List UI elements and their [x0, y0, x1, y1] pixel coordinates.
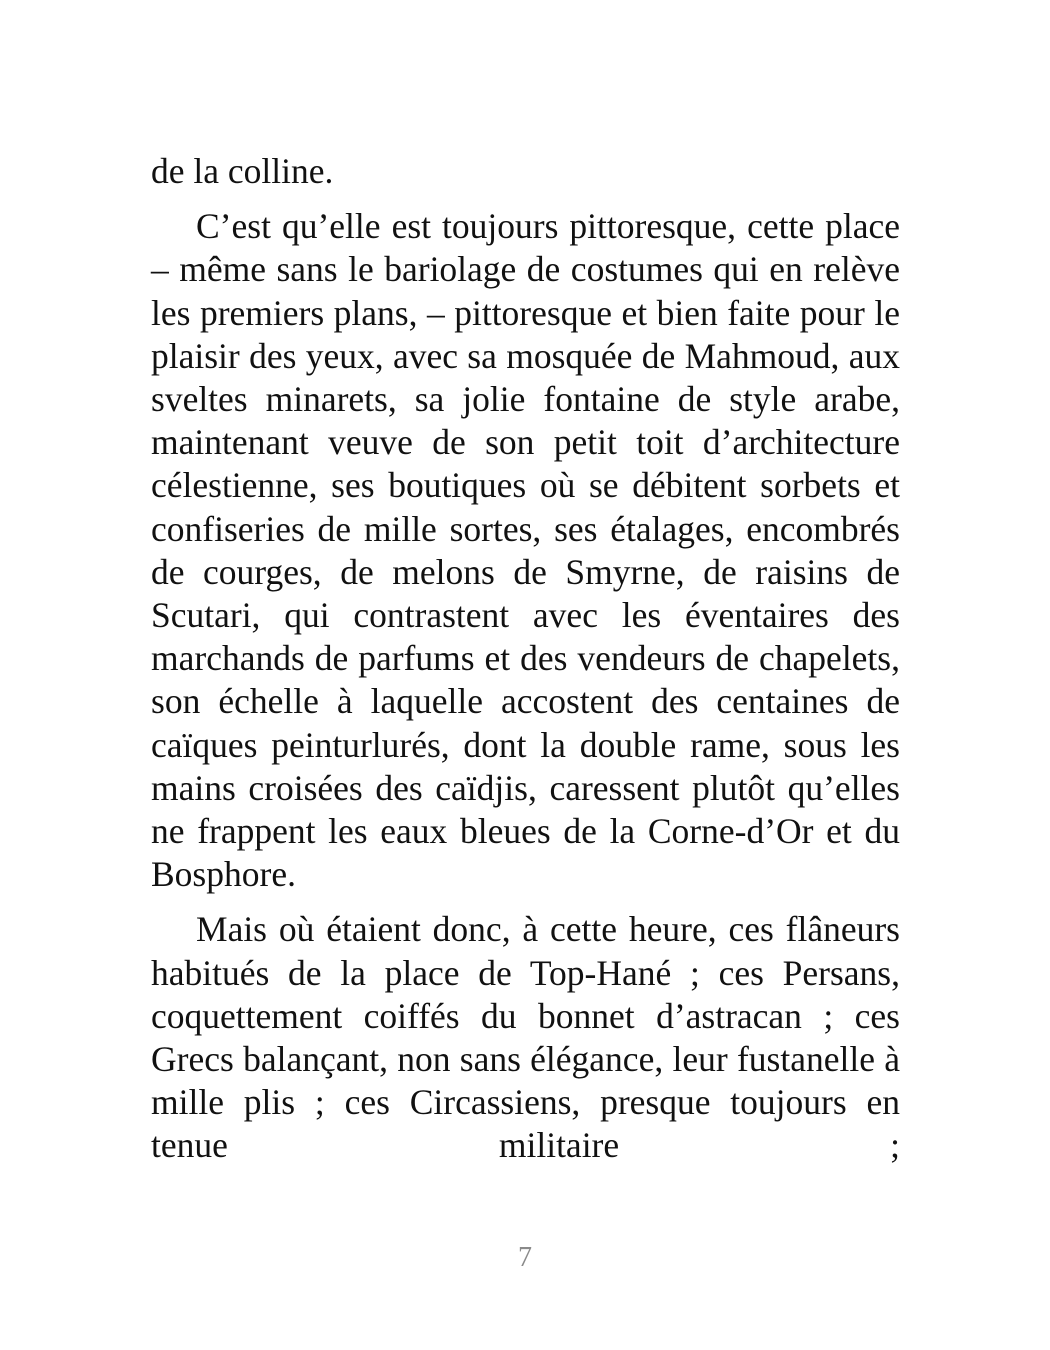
- page-number: 7: [518, 1242, 532, 1273]
- paragraph-continuation: de la colline.: [151, 151, 334, 191]
- body-text: [151, 150, 900, 1180]
- paragraph-place-description: C’est qu’elle est toujours pittoresque, cette place – même sans le bariolage de costumes qui en relève les premiers plans, – pittoresque et bien faite pour le plaisir des yeux, avec sa mosquée de Mahmoud, aux sveltes minarets, sa jolie fontaine de style arabe, maintenant veuve de son petit toit d’architecture célestienne, ses boutiques où se débitent sorbets et confiseries de mille sortes, ses étalages, encombrés de courges, de melons de Smyrne, de raisins de Scutari, qui contrastent avec les éventaires des marchands de parfums et des vendeurs de chapelets, son échelle à laquelle accostent des centaines de caïques peinturlurés, dont la double rame, sous les mains croisées des caïdjis, caressent plutôt qu’elles ne frappent les eaux bleues de la Corne-d’Or et du Bosphore.: [151, 206, 900, 895]
- paragraph-flaneurs: Mais où étaient donc, à cette heure, ces flâneurs habitués de la place de Top-Hané ; ces Persans, coquettement coiffés du bonnet d’astracan ; ces Grecs balançant, non sans élégance, leur fustanelle à mille plis ; ces Circassiens, presque toujours en tenue militaire ;: [151, 909, 900, 1166]
